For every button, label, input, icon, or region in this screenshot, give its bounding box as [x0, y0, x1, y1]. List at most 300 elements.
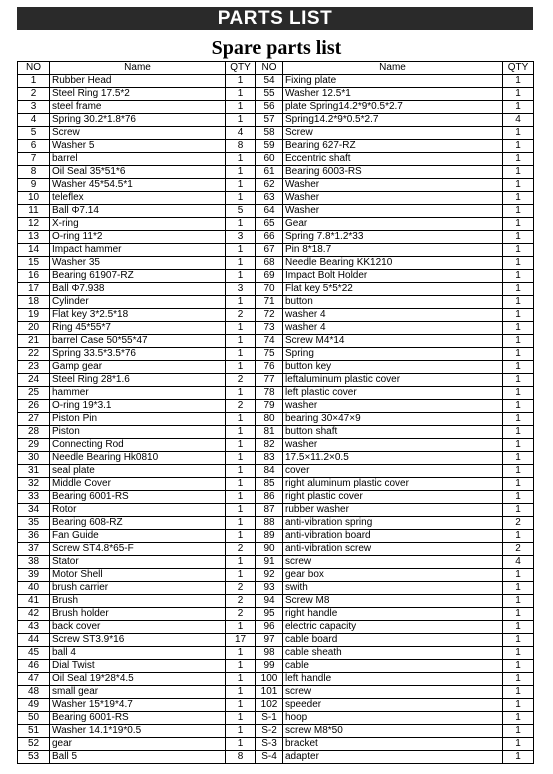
cell-name: teleflex: [50, 192, 226, 205]
cell-qty: 1: [226, 660, 256, 673]
cell-qty: 17: [226, 634, 256, 647]
table-row: [18, 231, 534, 244]
cell-qty: 1: [226, 166, 256, 179]
cell-qty: 1: [503, 582, 534, 595]
cell-qty: 1: [503, 634, 534, 647]
cell-qty: 1: [503, 192, 534, 205]
cell-name: Eccentric shaft: [283, 153, 503, 166]
cell-name: cable board: [283, 634, 503, 647]
cell-qty: 1: [503, 647, 534, 660]
cell-no: 7: [18, 153, 50, 166]
cell-name: anti-vibration spring: [283, 517, 503, 530]
table-row: [18, 426, 534, 439]
cell-qty: 1: [503, 166, 534, 179]
table-row: [18, 192, 534, 205]
cell-name: Ring 45*55*7: [50, 322, 226, 335]
cell-qty: 1: [503, 595, 534, 608]
cell-qty: 1: [226, 686, 256, 699]
column-header: NO: [256, 62, 283, 75]
cell-no: 82: [256, 439, 283, 452]
table-row: [18, 452, 534, 465]
cell-qty: 1: [503, 569, 534, 582]
cell-no: 35: [18, 517, 50, 530]
table-row: [18, 556, 534, 569]
cell-qty: 1: [503, 348, 534, 361]
cell-qty: 1: [503, 465, 534, 478]
cell-name: Washer 15*19*4.7: [50, 699, 226, 712]
cell-no: 43: [18, 621, 50, 634]
cell-qty: 1: [226, 322, 256, 335]
cell-name: Ball 5: [50, 751, 226, 764]
cell-name: cable sheath: [283, 647, 503, 660]
cell-no: 17: [18, 283, 50, 296]
cell-qty: 1: [226, 387, 256, 400]
cell-name: barrel Case 50*55*47: [50, 335, 226, 348]
cell-qty: 1: [226, 101, 256, 114]
cell-name: Washer: [283, 179, 503, 192]
cell-name: right handle: [283, 608, 503, 621]
cell-qty: 1: [503, 218, 534, 231]
cell-no: 64: [256, 205, 283, 218]
cell-qty: 2: [226, 608, 256, 621]
cell-name: Brush: [50, 595, 226, 608]
table-row: [18, 478, 534, 491]
cell-no: 25: [18, 387, 50, 400]
cell-name: Motor Shell: [50, 569, 226, 582]
cell-name: small gear: [50, 686, 226, 699]
cell-no: 70: [256, 283, 283, 296]
cell-no: 18: [18, 296, 50, 309]
cell-qty: 8: [226, 140, 256, 153]
cell-qty: 1: [503, 426, 534, 439]
cell-name: speeder: [283, 699, 503, 712]
cell-name: Flat key 5*5*22: [283, 283, 503, 296]
cell-qty: 1: [226, 270, 256, 283]
cell-name: Washer 45*54.5*1: [50, 179, 226, 192]
cell-no: 68: [256, 257, 283, 270]
cell-name: Middle Cover: [50, 478, 226, 491]
cell-name: Bearing 627-RZ: [283, 140, 503, 153]
cell-qty: 1: [226, 478, 256, 491]
cell-no: 88: [256, 517, 283, 530]
cell-qty: 1: [503, 88, 534, 101]
cell-qty: 1: [226, 452, 256, 465]
table-row: [18, 348, 534, 361]
table-row: [18, 439, 534, 452]
cell-qty: 1: [503, 452, 534, 465]
cell-no: 61: [256, 166, 283, 179]
cell-no: 8: [18, 166, 50, 179]
cell-name: Rubber Head: [50, 75, 226, 88]
cell-no: 11: [18, 205, 50, 218]
cell-no: 59: [256, 140, 283, 153]
cell-name: anti-vibration board: [283, 530, 503, 543]
cell-name: Spring 7.8*1.2*33: [283, 231, 503, 244]
cell-qty: 1: [503, 478, 534, 491]
table-row: [18, 517, 534, 530]
cell-name: swith: [283, 582, 503, 595]
cell-qty: 1: [226, 530, 256, 543]
cell-name: Spring: [283, 348, 503, 361]
table-row: [18, 699, 534, 712]
parts-list-banner: PARTS LIST: [17, 7, 533, 30]
cell-name: X-ring: [50, 218, 226, 231]
cell-qty: 1: [226, 491, 256, 504]
cell-no: 34: [18, 504, 50, 517]
table-row: [18, 296, 534, 309]
cell-name: O-ring 11*2: [50, 231, 226, 244]
cell-qty: 1: [226, 179, 256, 192]
cell-name: Oil Seal 35*51*6: [50, 166, 226, 179]
cell-qty: 4: [503, 556, 534, 569]
cell-name: plate Spring14.2*9*0.5*2.7: [283, 101, 503, 114]
cell-no: 86: [256, 491, 283, 504]
cell-no: 24: [18, 374, 50, 387]
cell-qty: 1: [226, 504, 256, 517]
cell-qty: 1: [503, 387, 534, 400]
cell-no: 91: [256, 556, 283, 569]
cell-no: 63: [256, 192, 283, 205]
cell-name: hoop: [283, 712, 503, 725]
table-row: [18, 530, 534, 543]
cell-no: S-1: [256, 712, 283, 725]
cell-name: Gamp gear: [50, 361, 226, 374]
cell-qty: 1: [503, 140, 534, 153]
cell-no: 4: [18, 114, 50, 127]
cell-qty: 1: [226, 348, 256, 361]
cell-no: 6: [18, 140, 50, 153]
cell-qty: 1: [503, 699, 534, 712]
cell-name: button key: [283, 361, 503, 374]
cell-no: 83: [256, 452, 283, 465]
cell-no: 81: [256, 426, 283, 439]
cell-no: 62: [256, 179, 283, 192]
cell-no: 84: [256, 465, 283, 478]
cell-name: leftaluminum plastic cover: [283, 374, 503, 387]
cell-qty: 1: [503, 270, 534, 283]
cell-name: button shaft: [283, 426, 503, 439]
cell-name: Pin 8*18.7: [283, 244, 503, 257]
cell-qty: 4: [503, 114, 534, 127]
cell-qty: 1: [503, 101, 534, 114]
table-row: [18, 595, 534, 608]
cell-qty: 1: [503, 75, 534, 88]
cell-name: washer: [283, 400, 503, 413]
cell-qty: 1: [226, 153, 256, 166]
cell-name: Washer 12.5*1: [283, 88, 503, 101]
cell-qty: 1: [226, 244, 256, 257]
column-header: Name: [50, 62, 226, 75]
cell-qty: 1: [226, 257, 256, 270]
cell-name: Screw ST3.9*16: [50, 634, 226, 647]
cell-name: Spring14.2*9*0.5*2.7: [283, 114, 503, 127]
cell-qty: 1: [503, 309, 534, 322]
cell-name: washer: [283, 439, 503, 452]
cell-qty: 2: [226, 543, 256, 556]
table-row: [18, 270, 534, 283]
cell-name: Fixing plate: [283, 75, 503, 88]
cell-name: Washer 35: [50, 257, 226, 270]
cell-qty: 1: [503, 491, 534, 504]
cell-name: Rotor: [50, 504, 226, 517]
cell-qty: 1: [503, 335, 534, 348]
cell-qty: 1: [226, 712, 256, 725]
cell-qty: 2: [226, 374, 256, 387]
table-row: [18, 153, 534, 166]
cell-name: ball 4: [50, 647, 226, 660]
cell-name: barrel: [50, 153, 226, 166]
cell-name: Washer: [283, 192, 503, 205]
cell-qty: 1: [226, 114, 256, 127]
cell-no: S-3: [256, 738, 283, 751]
cell-qty: 1: [503, 660, 534, 673]
cell-qty: 5: [226, 205, 256, 218]
cell-no: S-4: [256, 751, 283, 764]
cell-name: Bearing 61907-RZ: [50, 270, 226, 283]
cell-no: 28: [18, 426, 50, 439]
cell-no: 48: [18, 686, 50, 699]
cell-name: Dial Twist: [50, 660, 226, 673]
cell-no: 95: [256, 608, 283, 621]
cell-no: 53: [18, 751, 50, 764]
table-row: [18, 413, 534, 426]
cell-name: steel frame: [50, 101, 226, 114]
cell-qty: 1: [226, 647, 256, 660]
cell-qty: 1: [226, 556, 256, 569]
table-row: [18, 257, 534, 270]
cell-no: 12: [18, 218, 50, 231]
cell-qty: 1: [503, 400, 534, 413]
cell-no: S-2: [256, 725, 283, 738]
cell-qty: 3: [226, 231, 256, 244]
cell-no: 49: [18, 699, 50, 712]
cell-no: 97: [256, 634, 283, 647]
table-row: [18, 244, 534, 257]
cell-name: Steel Ring 28*1.6: [50, 374, 226, 387]
cell-no: 50: [18, 712, 50, 725]
cell-name: Flat key 3*2.5*18: [50, 309, 226, 322]
cell-name: washer 4: [283, 322, 503, 335]
cell-qty: 1: [503, 231, 534, 244]
cell-name: right plastic cover: [283, 491, 503, 504]
cell-no: 1: [18, 75, 50, 88]
cell-name: rubber washer: [283, 504, 503, 517]
table-row: [18, 465, 534, 478]
cell-qty: 1: [503, 296, 534, 309]
cell-name: Cylinder: [50, 296, 226, 309]
cell-no: 5: [18, 127, 50, 140]
table-header-row: [18, 62, 534, 75]
cell-qty: 4: [226, 127, 256, 140]
cell-name: anti-vibration screw: [283, 543, 503, 556]
cell-name: Screw M8: [283, 595, 503, 608]
cell-name: cable: [283, 660, 503, 673]
cell-no: 58: [256, 127, 283, 140]
cell-no: 80: [256, 413, 283, 426]
cell-no: 26: [18, 400, 50, 413]
cell-name: back cover: [50, 621, 226, 634]
table-row: [18, 335, 534, 348]
table-row: [18, 374, 534, 387]
cell-no: 42: [18, 608, 50, 621]
table-row: [18, 75, 534, 88]
table-row: [18, 140, 534, 153]
cell-qty: 1: [226, 465, 256, 478]
cell-qty: 1: [503, 712, 534, 725]
cell-qty: 1: [226, 192, 256, 205]
cell-qty: 1: [503, 257, 534, 270]
cell-name: Ball Φ7.14: [50, 205, 226, 218]
cell-name: Bearing 608-RZ: [50, 517, 226, 530]
table-row: [18, 387, 534, 400]
cell-no: 98: [256, 647, 283, 660]
cell-no: 30: [18, 452, 50, 465]
spare-parts-table: [17, 61, 534, 764]
cell-name: Connecting Rod: [50, 439, 226, 452]
cell-qty: 1: [503, 621, 534, 634]
cell-no: 44: [18, 634, 50, 647]
cell-name: Piston: [50, 426, 226, 439]
table-row: [18, 218, 534, 231]
cell-name: bearing 30×47×9: [283, 413, 503, 426]
cell-no: 51: [18, 725, 50, 738]
cell-no: 41: [18, 595, 50, 608]
cell-qty: 1: [226, 218, 256, 231]
table-row: [18, 361, 534, 374]
cell-name: Spring 33.5*3.5*76: [50, 348, 226, 361]
cell-qty: 1: [226, 439, 256, 452]
cell-name: left handle: [283, 673, 503, 686]
cell-qty: 3: [226, 283, 256, 296]
cell-no: 60: [256, 153, 283, 166]
cell-qty: 1: [226, 517, 256, 530]
cell-qty: 2: [226, 309, 256, 322]
cell-no: 78: [256, 387, 283, 400]
cell-name: Washer: [283, 205, 503, 218]
cell-qty: 1: [226, 738, 256, 751]
cell-no: 101: [256, 686, 283, 699]
cell-no: 55: [256, 88, 283, 101]
cell-no: 2: [18, 88, 50, 101]
cell-name: gear: [50, 738, 226, 751]
spare-parts-title: Spare parts list: [211, 37, 342, 59]
table-row: [18, 725, 534, 738]
table-row: [18, 309, 534, 322]
cell-no: 3: [18, 101, 50, 114]
cell-qty: 2: [226, 400, 256, 413]
cell-name: left plastic cover: [283, 387, 503, 400]
cell-no: 79: [256, 400, 283, 413]
cell-qty: 1: [503, 751, 534, 764]
cell-name: Fan Guide: [50, 530, 226, 543]
table-row: [18, 88, 534, 101]
cell-name: 17.5×11.2×0.5: [283, 452, 503, 465]
cell-qty: 2: [503, 517, 534, 530]
cell-no: 67: [256, 244, 283, 257]
cell-no: 56: [256, 101, 283, 114]
cell-name: Bearing 6001-RS: [50, 712, 226, 725]
cell-no: 92: [256, 569, 283, 582]
cell-no: 69: [256, 270, 283, 283]
table-row: [18, 504, 534, 517]
table-row: [18, 738, 534, 751]
cell-qty: 1: [503, 686, 534, 699]
table-row: [18, 686, 534, 699]
cell-name: hammer: [50, 387, 226, 400]
cell-no: 71: [256, 296, 283, 309]
table-row: [18, 322, 534, 335]
cell-no: 45: [18, 647, 50, 660]
cell-qty: 1: [503, 608, 534, 621]
cell-name: Stator: [50, 556, 226, 569]
table-row: [18, 634, 534, 647]
cell-qty: 1: [503, 504, 534, 517]
cell-name: Needle Bearing KK1210: [283, 257, 503, 270]
table-row: [18, 660, 534, 673]
cell-no: 9: [18, 179, 50, 192]
table-row: [18, 621, 534, 634]
column-header: QTY: [226, 62, 256, 75]
table-row: [18, 491, 534, 504]
cell-no: 87: [256, 504, 283, 517]
cell-name: Oil Seal 19*28*4.5: [50, 673, 226, 686]
cell-name: Washer 14.1*19*0.5: [50, 725, 226, 738]
table-row: [18, 283, 534, 296]
cell-name: screw: [283, 686, 503, 699]
cell-qty: 1: [503, 205, 534, 218]
cell-name: cover: [283, 465, 503, 478]
cell-no: 37: [18, 543, 50, 556]
cell-no: 40: [18, 582, 50, 595]
cell-name: Screw: [50, 127, 226, 140]
cell-qty: 1: [503, 374, 534, 387]
cell-name: gear box: [283, 569, 503, 582]
cell-name: Impact Bolt Holder: [283, 270, 503, 283]
table-row: [18, 101, 534, 114]
cell-name: screw M8*50: [283, 725, 503, 738]
table-row: [18, 166, 534, 179]
cell-qty: 1: [226, 88, 256, 101]
cell-qty: 1: [503, 322, 534, 335]
table-body: [18, 75, 534, 764]
cell-name: bracket: [283, 738, 503, 751]
cell-no: 96: [256, 621, 283, 634]
cell-qty: 2: [503, 543, 534, 556]
cell-qty: 1: [503, 244, 534, 257]
cell-no: 66: [256, 231, 283, 244]
table-row: [18, 582, 534, 595]
cell-name: brush carrier: [50, 582, 226, 595]
cell-no: 76: [256, 361, 283, 374]
cell-qty: 1: [503, 673, 534, 686]
cell-no: 33: [18, 491, 50, 504]
table-row: [18, 673, 534, 686]
cell-name: Impact hammer: [50, 244, 226, 257]
cell-no: 16: [18, 270, 50, 283]
cell-no: 23: [18, 361, 50, 374]
table-row: [18, 647, 534, 660]
cell-qty: 1: [503, 530, 534, 543]
cell-qty: 1: [503, 439, 534, 452]
table-row: [18, 543, 534, 556]
cell-name: Screw ST4.8*65-F: [50, 543, 226, 556]
cell-name: Screw M4*14: [283, 335, 503, 348]
cell-no: 100: [256, 673, 283, 686]
cell-qty: 1: [503, 127, 534, 140]
cell-no: 85: [256, 478, 283, 491]
cell-no: 10: [18, 192, 50, 205]
cell-name: Spring 30.2*1.8*76: [50, 114, 226, 127]
